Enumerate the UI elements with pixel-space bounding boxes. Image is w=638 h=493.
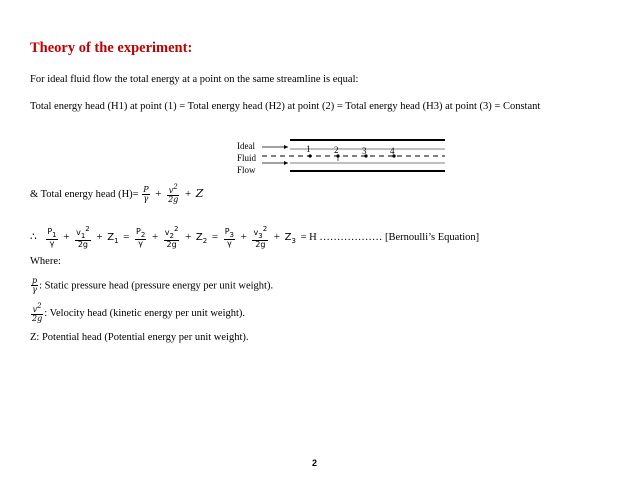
where-label: Where:: [30, 256, 61, 267]
point-label-3: 3: [362, 146, 367, 156]
page-number: 2: [312, 458, 318, 468]
intro-text: For ideal fluid flow the total energy at a point on the same streamline is equal:: [30, 74, 359, 85]
potential-head-def: Z: Potential head (Potential energy per unit weight).: [30, 332, 249, 343]
diagram-label: Ideal Fluid Flow: [237, 141, 257, 175]
point-label-1: 1: [306, 144, 311, 154]
energy-statement: Total energy head (H1) at point (1) = Total energy head (H2) at point (2) = Total energy head (H3) at point (3) = Constant: [30, 101, 541, 112]
static-head-def: $\frac{p}{\gamma}$ : Static pressure head (pressure energy per unit weight).: [32, 276, 274, 295]
point-1-marker: [308, 154, 311, 157]
bernoulli-equation: ∴ $\frac{P1}{\gamma}$ + $\frac{v12}{2g}$ + $Z_1$ = $\frac{P2}{\gamma}$ + $\frac{v22}{2g}$ + $Z_2$ = $\frac{P3}{\gamma}$ + $\frac{v32}{2g}$ + $Z_3 = H$ ……………… [Bernoulli’s Equation]: [30, 225, 480, 250]
total-head-equation: & Total energy head (H)= $\frac{P}{\gamma}$ + $\frac{v2}{2g}$ + Z: [30, 183, 204, 205]
velocity-head-def: $\frac{v2}{2g}$ : Velocity head (kinetic energy per unit weight).: [32, 302, 246, 324]
section-heading: Theory of the experiment:: [30, 40, 193, 56]
point-label-2: 2: [334, 145, 339, 155]
point-label-4: 4: [390, 146, 395, 156]
